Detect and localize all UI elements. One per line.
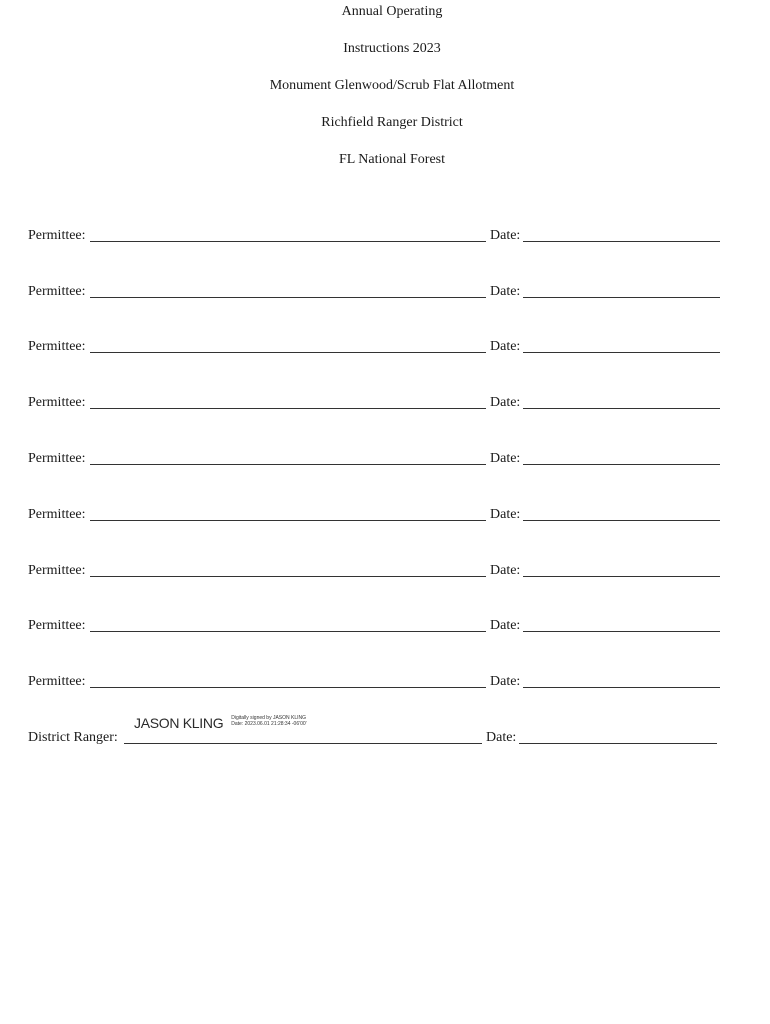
permittee-row [28, 338, 720, 358]
permittee-row [28, 617, 720, 637]
date-line[interactable] [523, 241, 720, 242]
permittee-label: Permittee: [28, 451, 86, 466]
header-annual-operating: Annual Operating [341, 4, 443, 19]
permittee-label: Permittee: [28, 284, 86, 299]
permittee-row [28, 450, 720, 470]
date-line[interactable] [523, 297, 720, 298]
date-label: Date: [490, 228, 521, 243]
permittee-signature-line[interactable] [90, 408, 486, 409]
date-label: Date: [490, 451, 521, 466]
permittee-signature-line[interactable] [90, 241, 486, 242]
date-label: Date: [490, 507, 521, 522]
date-line[interactable] [523, 520, 720, 521]
date-line[interactable] [523, 408, 720, 409]
digital-signature [134, 715, 307, 733]
permittee-row [28, 394, 720, 414]
permittee-label: Permittee: [28, 228, 86, 243]
date-label: Date: [490, 563, 521, 578]
permittee-row [28, 227, 720, 247]
signature-name: JASON KLING [134, 715, 224, 731]
district-ranger-row [28, 715, 720, 749]
date-label: Date: [490, 395, 521, 410]
permittee-label: Permittee: [28, 618, 86, 633]
date-label: Date: [486, 730, 517, 745]
date-line[interactable] [523, 352, 720, 353]
permittee-label: Permittee: [28, 563, 86, 578]
date-label: Date: [490, 339, 521, 354]
date-line[interactable] [523, 687, 720, 688]
permittee-row [28, 673, 720, 693]
permittee-label: Permittee: [28, 395, 86, 410]
permittee-signature-line[interactable] [90, 520, 486, 521]
permittee-label: Permittee: [28, 339, 86, 354]
permittee-signature-line[interactable] [90, 576, 486, 577]
signature-timestamp: Date: 2023.06.01 21:28:34 -06'00' [231, 721, 307, 727]
permittee-row [28, 506, 720, 526]
header-national-forest: FL National Forest [338, 152, 446, 167]
permittee-row [28, 562, 720, 582]
permittee-row [28, 283, 720, 303]
header-ranger-district: Richfield Ranger District [321, 115, 463, 130]
permittee-signature-line[interactable] [90, 297, 486, 298]
permittee-label: Permittee: [28, 674, 86, 689]
header-allotment-name: Monument Glenwood/Scrub Flat Allotment [269, 78, 515, 93]
permittee-signature-line[interactable] [90, 352, 486, 353]
date-label: Date: [490, 618, 521, 633]
signature-signed-by: Digitally signed by JASON KLING [231, 715, 307, 721]
header-instructions-year: Instructions 2023 [343, 41, 441, 56]
district-ranger-label: District Ranger: [28, 730, 118, 745]
district-ranger-signature-line[interactable] [124, 743, 482, 744]
date-label: Date: [490, 674, 521, 689]
date-label: Date: [490, 284, 521, 299]
permittee-signature-line[interactable] [90, 464, 486, 465]
signature-details [231, 715, 306, 727]
date-line[interactable] [523, 631, 720, 632]
date-line[interactable] [523, 576, 720, 577]
permittee-signature-line[interactable] [90, 687, 486, 688]
permittee-signature-line[interactable] [90, 631, 486, 632]
date-line[interactable] [523, 464, 720, 465]
date-line[interactable] [519, 743, 717, 744]
permittee-label: Permittee: [28, 507, 86, 522]
